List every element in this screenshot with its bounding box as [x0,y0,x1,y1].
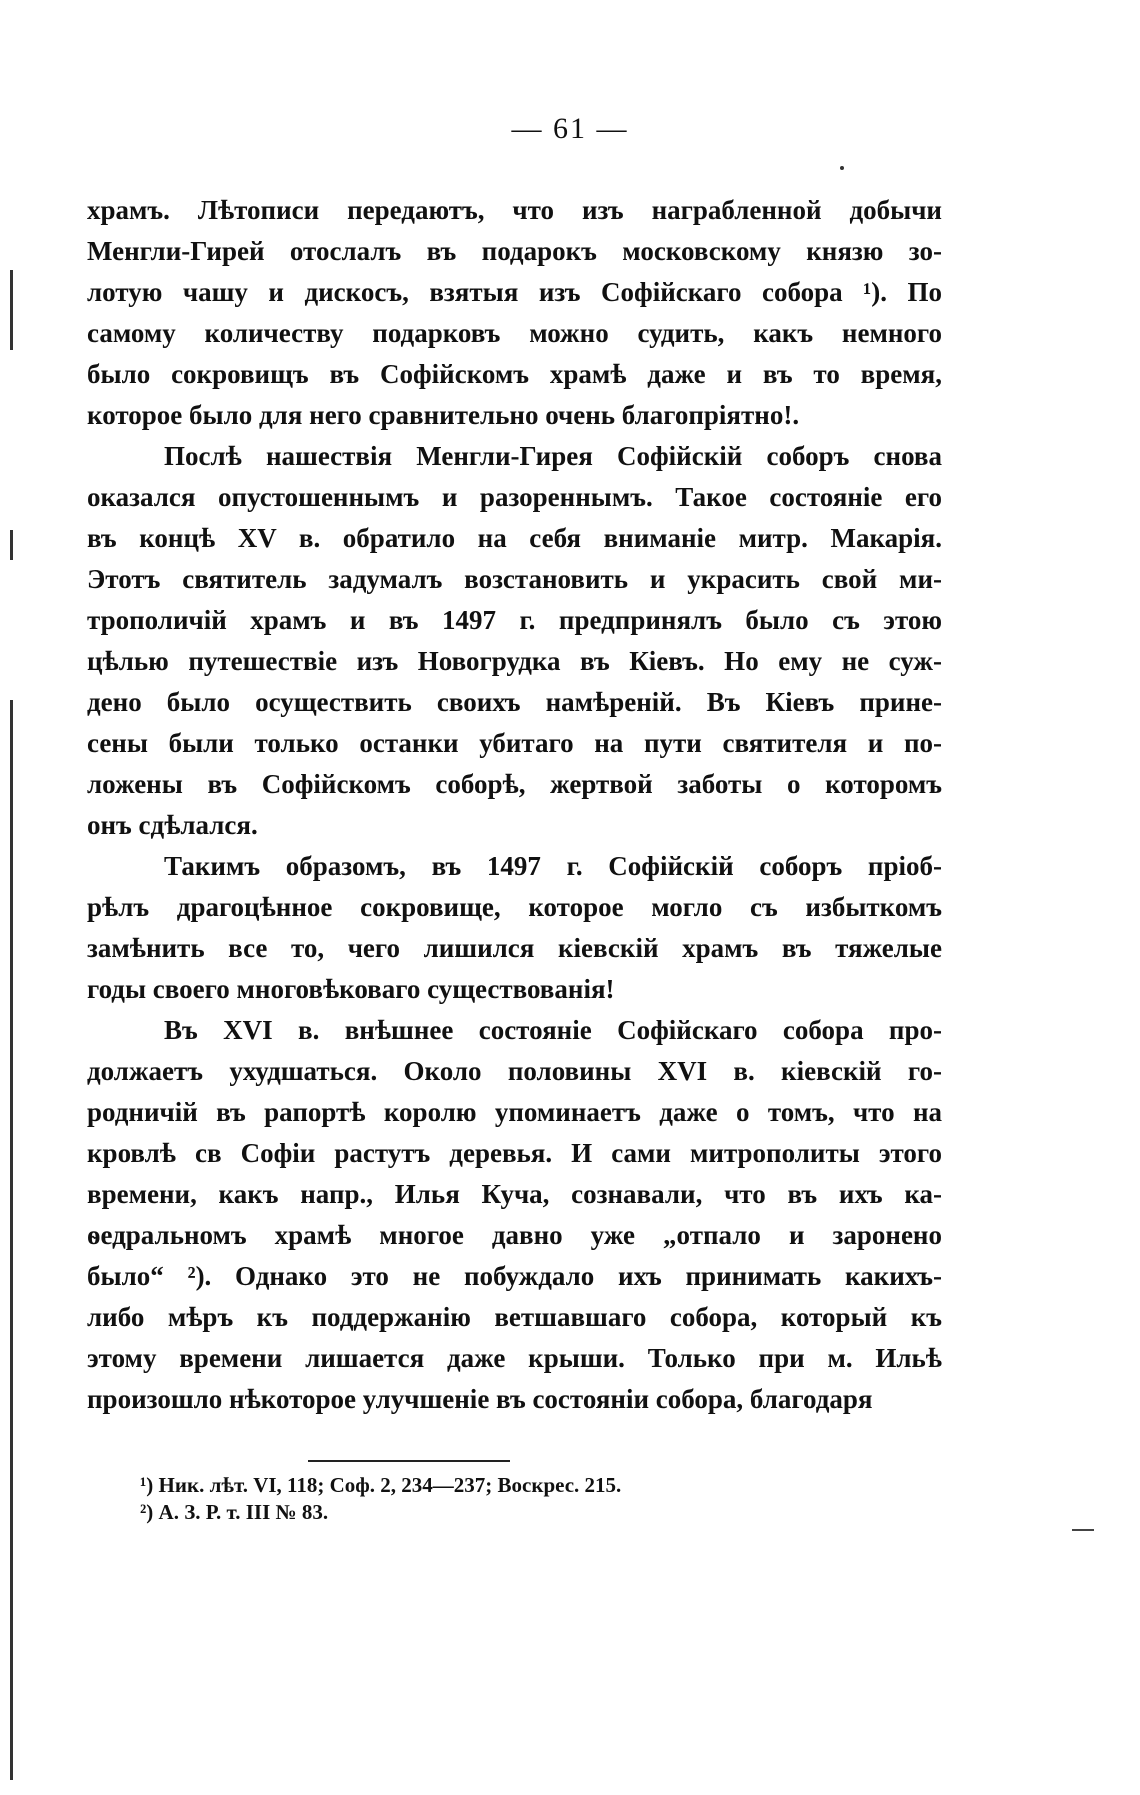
text-line: Послѣ нашествія Менгли-Гирея Софійскій соборъ снова [164,441,942,471]
text-line: которое было для него сравнительно очень благопріятно!. [87,400,800,430]
page-number: — 61 — [511,112,629,145]
text-line: произошло нѣкоторое улучшеніе въ состояніи собора, благодаря [87,1384,873,1414]
text-line: Менгли-Гирей отослалъ въ подарокъ московскому князю зо- [87,236,942,266]
text-line: сены были только останки убитаго на пути святителя и по- [87,728,942,758]
text-line: Такимъ образомъ, въ 1497 г. Софійскій соборъ пріоб- [164,851,942,881]
text-line: ложены въ Софійскомъ соборѣ, жертвой заботы о которомъ [87,769,942,799]
text-line: цѣлью путешествіе изъ Новогрудка въ Кіевъ. Но ему не суж- [87,646,942,676]
footnote-2: ²) А. З. Р. т. III № 83. [140,1500,329,1524]
margin-dash [1072,1529,1094,1531]
body-text [87,190,942,1420]
footnotes [140,1472,840,1526]
text-line: этому времени лишается даже крыши. Только при м. Ильѣ [87,1343,942,1373]
text-line: времени, какъ напр., Илья Куча, сознавали, что въ ихъ ка- [87,1179,942,1209]
text-line: замѣнить все то, чего лишился кіевскій храмъ въ тяжелые [87,933,942,963]
text-line: дено было осуществить своихъ намѣреній. Въ Кіевъ прине- [87,687,942,717]
text-line: лотую чашу и дискосъ, взятыя изъ Софійскаго собора ¹). По [87,277,942,307]
footnote-divider [308,1460,510,1462]
scan-edge-mark [10,700,13,1780]
scan-speck [840,166,844,170]
text-line: родничій въ рапортѣ королю упоминаетъ даже о томъ, что на [87,1097,942,1127]
text-line: въ концѣ XV в. обратило на себя вниманіе митр. Макарія. [87,523,942,553]
text-line: ѳедральномъ храмѣ многое давно уже „отпало и заронено [87,1220,942,1250]
text-line: оказался опустошеннымъ и разореннымъ. Такое состояніе его [87,482,942,512]
text-line: Этотъ святитель задумалъ возстановить и украсить свой ми- [87,564,942,594]
text-line: годы своего многовѣковаго существованія! [87,974,615,1004]
text-line: либо мѣръ къ поддержанію ветшавшаго собора, который къ [87,1302,942,1332]
scan-edge-mark [10,530,13,560]
text-line: онъ сдѣлался. [87,810,258,840]
footnote-1: ¹) Ник. лѣт. VI, 118; Соф. 2, 234—237; Воскрес. 215. [140,1473,622,1497]
text-line: кровлѣ св Софіи растутъ деревья. И сами митрополиты этого [87,1138,942,1168]
text-line: самому количеству подарковъ можно судить, какъ немного [87,318,942,348]
scan-edge-mark [10,270,13,350]
text-line: Въ XVI в. внѣшнее состояніе Софійскаго собора про- [164,1015,942,1045]
text-line: трополичій храмъ и въ 1497 г. предпринялъ было съ этою [87,605,942,635]
text-line: храмъ. Лѣтописи передаютъ, что изъ награбленной добычи [87,195,942,225]
text-line: рѣлъ драгоцѣнное сокровище, которое могло съ избыткомъ [87,892,942,922]
text-line: было“ ²). Однако это не побуждало ихъ принимать какихъ- [87,1261,942,1291]
text-line: было сокровищъ въ Софійскомъ храмѣ даже и въ то время, [87,359,942,389]
text-line: должаетъ ухудшаться. Около половины XVI в. кіевскій го- [87,1056,942,1086]
